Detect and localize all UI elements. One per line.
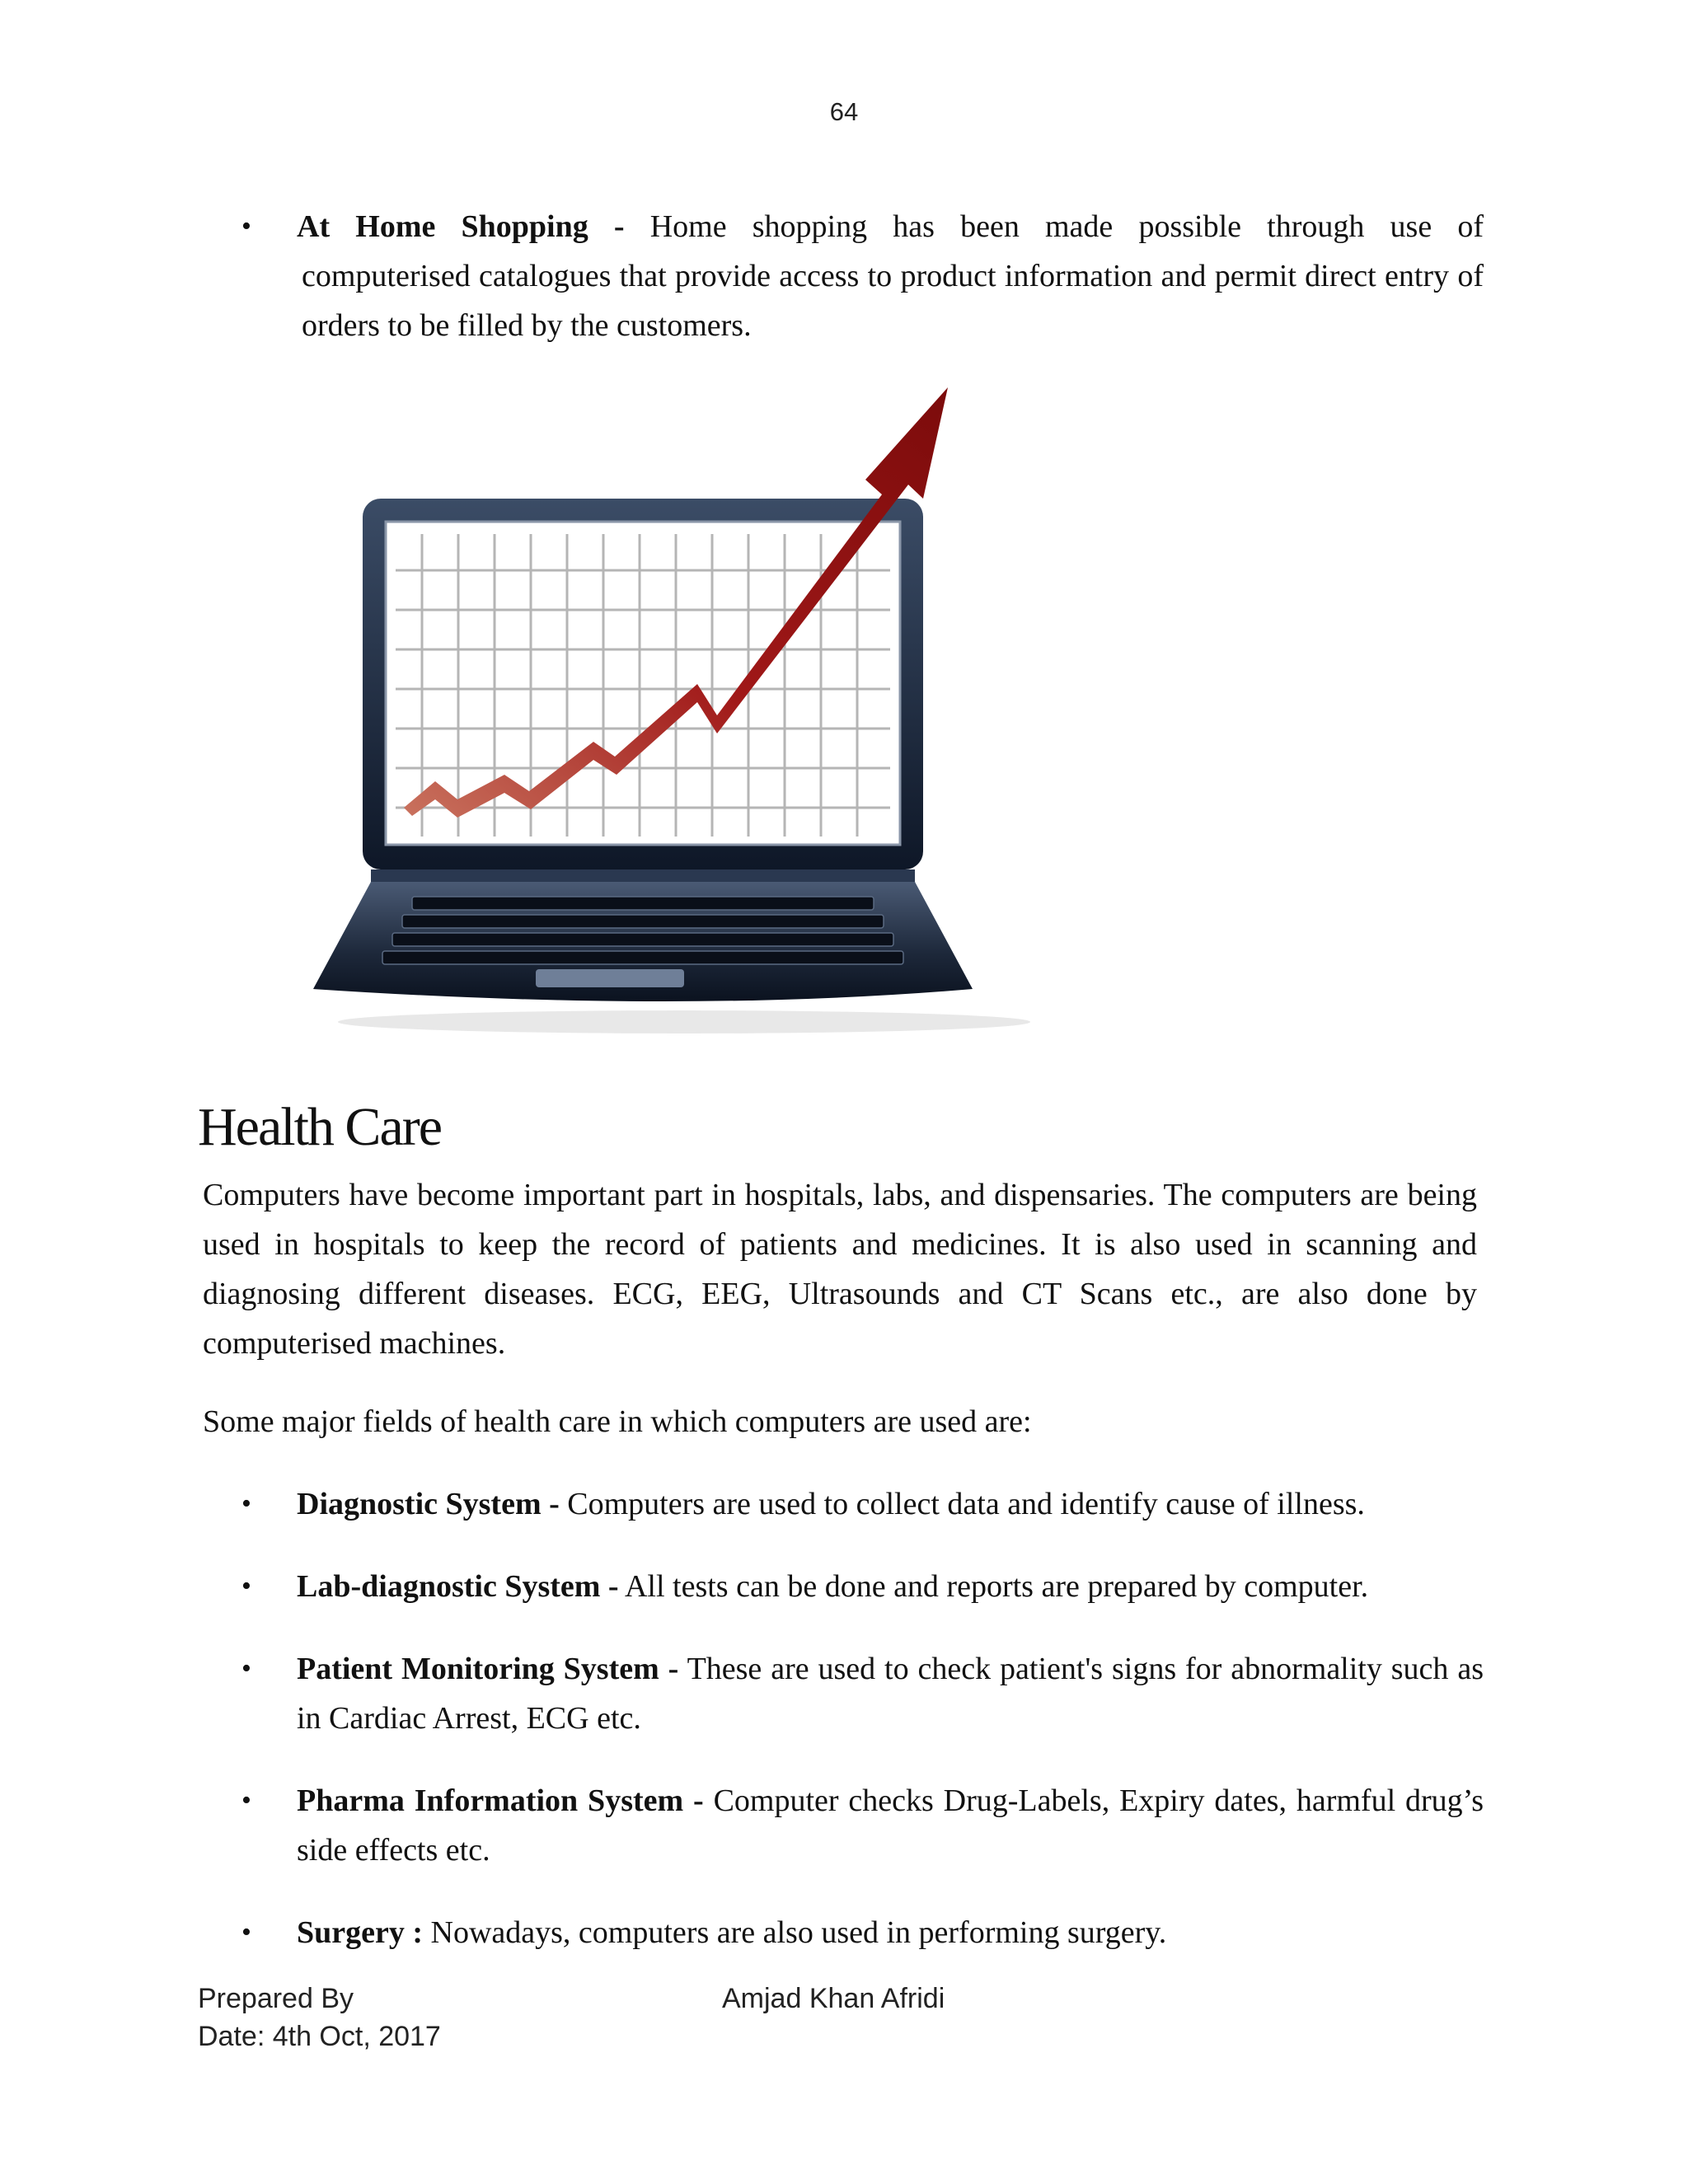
list-item-text: Computer checks Drug-Labels, Expiry dates, harmful drug’s side effects etc.: [297, 1783, 1484, 1868]
list-item-term: Surgery :: [297, 1915, 424, 1950]
footer-prepared-by: Prepared By: [198, 1983, 354, 2014]
list-item-term: Patient Monitoring System -: [297, 1652, 679, 1686]
bullet-icon: •: [241, 211, 251, 241]
footer-author: Amjad Khan Afridi: [722, 1983, 945, 2014]
touchpad: [536, 969, 684, 987]
list-item-text-continued: computerised catalogues that provide access to product information and permit direct entry of orders to be filled by the customers.: [302, 259, 1484, 343]
list-item: [241, 1479, 1484, 1529]
list-item-term: Pharma Information System -: [297, 1783, 704, 1818]
list-item: [241, 1776, 1484, 1875]
list-item-text: All tests can be done and reports are prepared by computer.: [624, 1569, 1369, 1604]
list-item-text: Computers are used to collect data and identify cause of illness.: [567, 1487, 1365, 1521]
list-item-term: At Home Shopping -: [297, 209, 625, 244]
intro-paragraph: Computers have become important part in hospitals, labs, and dispensaries. The computers are being used in hospitals to keep the record of patients and medicines. It is also used in scanning and diagnosing different diseases. ECG, EEG, Ultrasounds and CT Scans etc., are also done by computerised machines.: [203, 1178, 1477, 1361]
bullet-icon: •: [241, 1653, 251, 1684]
bullet-icon: •: [241, 1571, 251, 1601]
page-number: 64: [829, 97, 859, 126]
bullet-icon: •: [241, 1917, 251, 1947]
fields-intro: Some major fields of health care in which computers are used are:: [203, 1404, 1032, 1439]
list-item: [241, 1562, 1484, 1611]
list-item: [241, 1908, 1484, 1957]
section-heading: Health Care: [198, 1097, 442, 1157]
list-item-home-shopping: [241, 202, 1484, 350]
list-item-text: Home shopping has been made possible through use of: [649, 209, 1484, 244]
bullet-icon: •: [241, 1488, 251, 1519]
list-item-text: Nowadays, computers are also used in performing surgery.: [430, 1915, 1167, 1950]
footer-date: Date: 4th Oct, 2017: [198, 2021, 441, 2052]
list-item-term: Diagnostic System -: [297, 1487, 560, 1521]
laptop-chart-illustration: [288, 387, 1080, 1047]
list-item: [241, 1644, 1484, 1743]
bullet-icon: •: [241, 1785, 251, 1816]
list-item-text: These are used to check patient's signs for abnormality such as in Cardiac Arrest, ECG etc.: [297, 1652, 1484, 1736]
list-item-term: Lab-diagnostic System -: [297, 1569, 619, 1604]
